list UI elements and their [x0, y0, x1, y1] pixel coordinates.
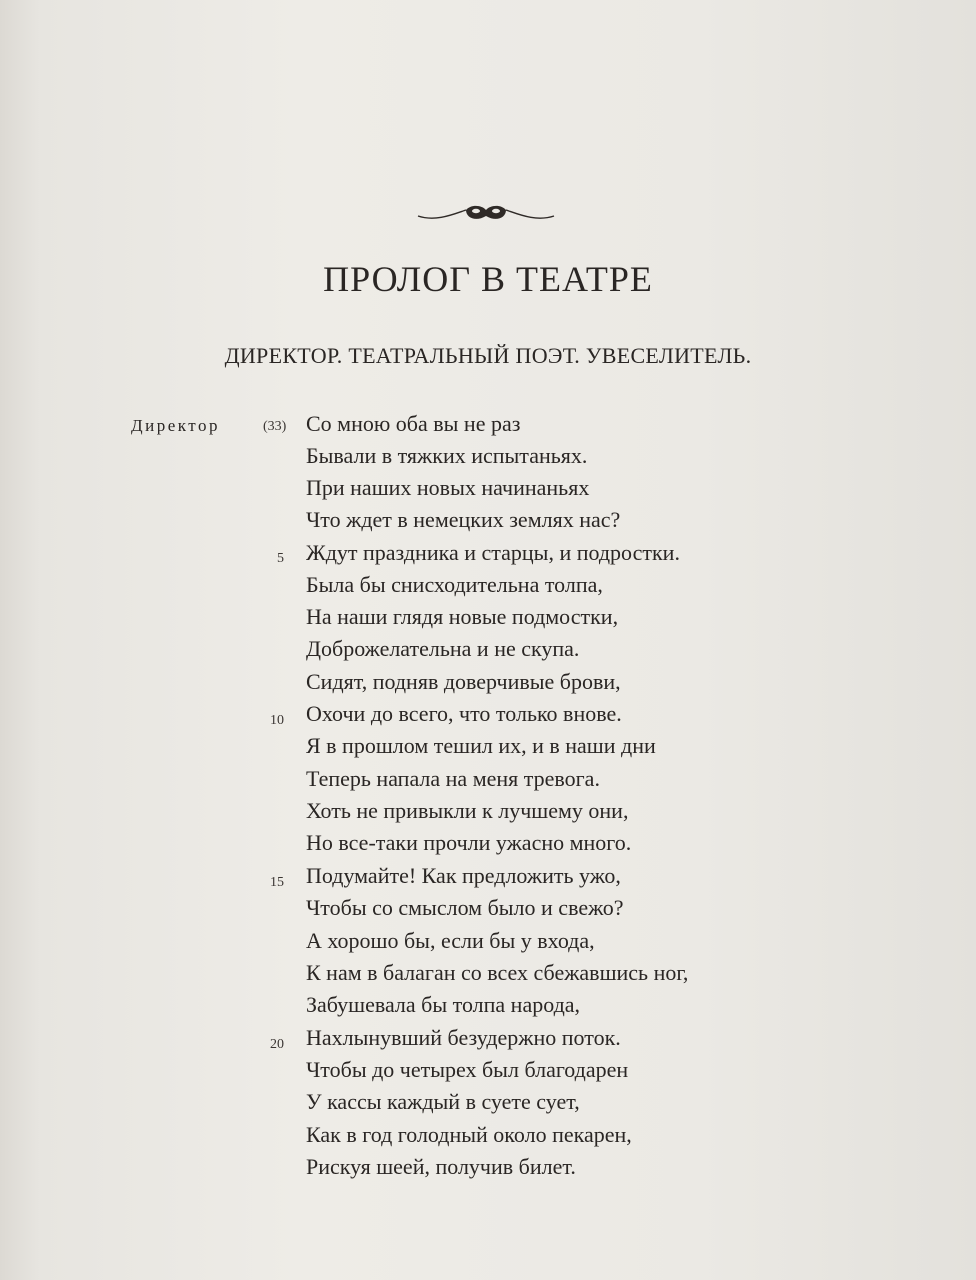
verse-line: К нам в балаган со всех сбежавшись ног, — [306, 960, 689, 985]
verse-line: Сидят, подняв доверчивые брови, — [306, 669, 621, 694]
characters-list: ДИРЕКТОР. ТЕАТРАЛЬНЫЙ ПОЭТ. УВЕСЕЛИТЕЛЬ. — [224, 343, 752, 368]
verse-line: Со мною оба вы не раз — [306, 411, 521, 436]
verse-line: Чтобы до четырех был благодарен — [306, 1057, 629, 1082]
verse-line: У кассы каждый в суете сует, — [306, 1089, 580, 1114]
line-number: 10 — [270, 713, 284, 728]
verse-line: А хорошо бы, если бы у входа, — [306, 928, 595, 953]
verse-line: Была бы снисходительна толпа, — [306, 572, 603, 597]
speaker-name: Директор — [131, 416, 220, 435]
verse-line: На наши глядя новые подмостки, — [306, 604, 619, 629]
verse-line: Рискуя шеей, получив билет. — [306, 1154, 576, 1179]
verse-line: Подумайте! Как предложить ужо, — [306, 863, 621, 888]
verse-line: Я в прошлом тешил их, и в наши дни — [306, 733, 656, 758]
line-number: 15 — [270, 875, 284, 890]
verse-line: Теперь напала на меня тревога. — [306, 766, 600, 791]
verse-line: Но все-таки прочли ужасно много. — [306, 830, 632, 855]
verse-line: Забушевала бы толпа народа, — [306, 992, 581, 1017]
page-title: ПРОЛОГ В ТЕАТРЕ — [323, 259, 653, 299]
verse-line: Бывали в тяжких испытаньях. — [306, 443, 588, 468]
verse-line: Чтобы со смыслом было и свежо? — [306, 895, 624, 920]
line-number: 20 — [270, 1037, 284, 1052]
verse-line: Охочи до всего, что только внове. — [306, 701, 622, 726]
verse-line: Ждут праздника и старцы, и подростки. — [306, 540, 680, 565]
verse-line: Нахлынувший безудержно поток. — [306, 1025, 621, 1050]
verse-line: Что ждет в немецких землях нас? — [306, 507, 621, 532]
verse-line: Как в год голодный около пекарен, — [306, 1122, 632, 1147]
reference-number: (33) — [263, 419, 287, 434]
verse-line: Доброжелательна и не скупа. — [306, 636, 580, 661]
line-number: 5 — [277, 551, 284, 566]
verse-line: При наших новых начинаньях — [306, 475, 590, 500]
verse-line: Хоть не привыкли к лучшему они, — [306, 798, 629, 823]
